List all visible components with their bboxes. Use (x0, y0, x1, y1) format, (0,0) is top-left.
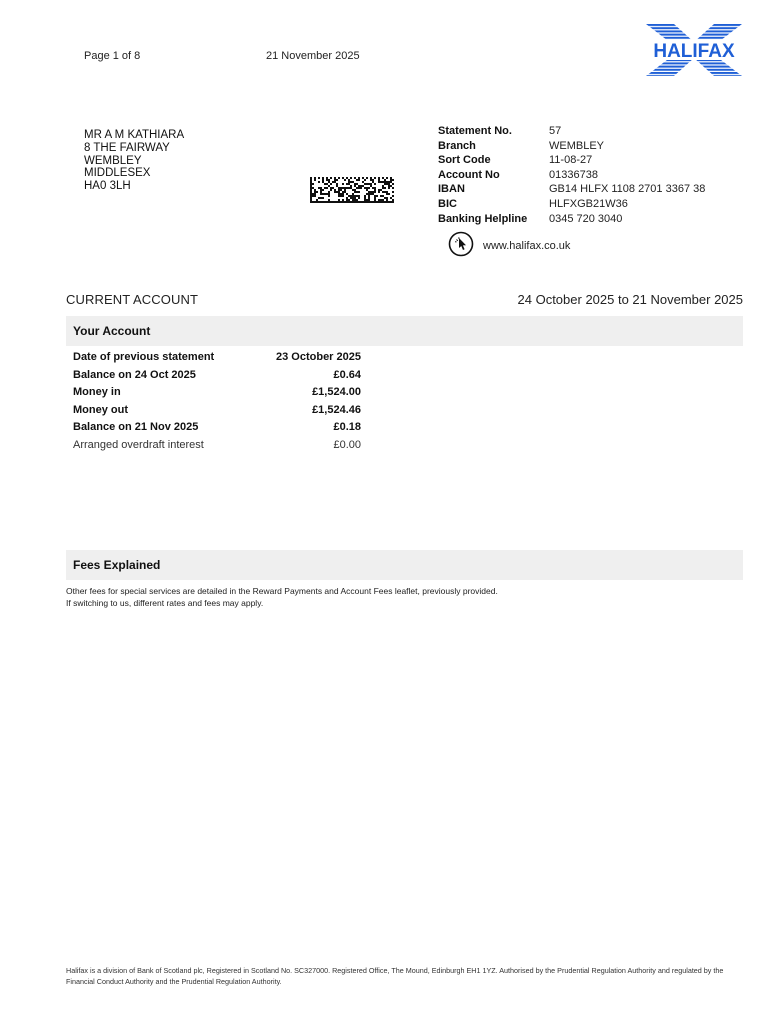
detail-label: Statement No. (438, 125, 512, 137)
fees-explained-header (66, 550, 743, 580)
detail-label: IBAN (438, 183, 465, 196)
detail-value: HLFXGB21W36 (549, 197, 628, 210)
detail-value: 57 (549, 125, 562, 137)
section-title: Fees Explained (73, 558, 161, 572)
summary-value: £0.18 (333, 421, 361, 434)
summary-value: £0.00 (333, 438, 361, 451)
cursor-click-icon (448, 231, 483, 260)
logo-text: HALIFAX (653, 41, 735, 62)
summary-value: £1,524.00 (312, 386, 361, 399)
account-summary (73, 349, 361, 455)
account-type: CURRENT ACCOUNT (66, 292, 198, 307)
fees-line: If switching to us, different rates and fees may apply. (66, 597, 264, 608)
website-link[interactable] (448, 231, 570, 260)
summary-label: Money out (73, 403, 128, 416)
summary-label: Balance on 24 Oct 2025 (73, 368, 196, 381)
website-url[interactable]: www.halifax.co.uk (483, 239, 571, 252)
summary-row (73, 437, 361, 455)
summary-row (73, 367, 361, 385)
fees-text (66, 586, 498, 609)
address-line: HA0 3LH (84, 180, 131, 193)
address-line: 8 THE FAIRWAY (84, 141, 170, 154)
summary-value: 23 October 2025 (276, 351, 361, 363)
detail-value: 11-08-27 (549, 154, 593, 167)
mailing-barcode (310, 177, 394, 203)
page-number: Page 1 of 8 (84, 50, 141, 62)
detail-value: 0345 720 3040 (549, 212, 623, 225)
summary-row (73, 402, 361, 420)
summary-row (73, 419, 361, 437)
statement-date: 21 November 2025 (266, 50, 360, 62)
detail-label: Sort Code (438, 154, 491, 167)
legal-footer: Halifax is a division of Bank of Scotland plc, Registered in Scotland No. SC327000. Registered Office, The Mound, Edinburgh EH1 1YZ. Authorised by the Prudential Regulation Authority and regulated by the Financial Conduct Authority and the Prudential Regulation Authority. (66, 966, 724, 986)
summary-label: Balance on 21 Nov 2025 (73, 421, 199, 434)
statement-period: 24 October 2025 to 21 November 2025 (517, 292, 743, 307)
detail-label: Banking Helpline (438, 212, 528, 225)
fees-line: Other fees for special services are detailed in the Reward Payments and Account Fees leaflet, previously provided. (66, 586, 498, 596)
detail-label: BIC (438, 197, 457, 210)
summary-value: £0.64 (333, 368, 361, 381)
detail-value: 01336738 (549, 168, 598, 181)
address-line: MR A M KATHIARA (84, 129, 185, 141)
address-line: WEMBLEY (84, 154, 142, 167)
summary-label: Arranged overdraft interest (73, 438, 204, 451)
halifax-logo (644, 24, 744, 76)
summary-label: Money in (73, 386, 121, 399)
detail-label: Account No (438, 168, 500, 181)
summary-row (73, 349, 361, 367)
summary-value: £1,524.46 (312, 403, 361, 416)
section-title: Your Account (73, 324, 151, 338)
customer-address (84, 129, 184, 193)
detail-value: WEMBLEY (549, 139, 605, 152)
statement-details (438, 124, 705, 226)
summary-label: Date of previous statement (73, 351, 215, 363)
address-line: MIDDLESEX (84, 167, 151, 180)
detail-label: Branch (438, 139, 476, 152)
your-account-header (66, 316, 743, 346)
summary-row (73, 384, 361, 402)
detail-value: GB14 HLFX 1108 2701 3367 38 (549, 183, 706, 196)
